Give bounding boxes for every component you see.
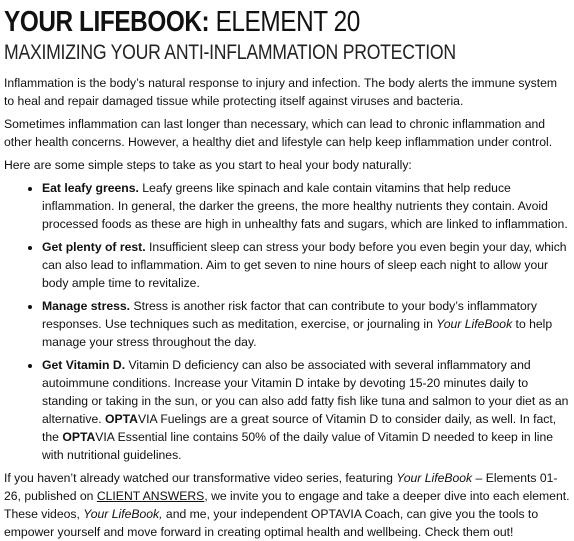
page-title	[4, 6, 479, 38]
step-lead: Get plenty of rest.	[42, 240, 146, 254]
closing-text: If you haven’t already watched our transformative video series, featuring	[4, 471, 397, 485]
steps-list	[4, 179, 570, 464]
intro-paragraph-1: Inflammation is the body’s natural response to injury and infection. The body alerts the immune system to heal and repair damaged tissue while protecting itself against viruses and bacteria.	[4, 76, 558, 108]
step-item-rest	[42, 238, 570, 292]
step-text: to help manage your stress throughout the day.	[42, 317, 553, 349]
step-emphasis: Your LifeBook	[436, 317, 513, 331]
step-lead: Manage stress.	[42, 299, 131, 313]
intro-paragraph-3: Here are some simple steps to take as you start to heal your body naturally:	[4, 158, 412, 172]
step-lead: Get Vitamin D.	[42, 358, 126, 372]
step-text: Stress is another risk factor that can contribute to your body’s inflammatory responses. Use techniques such as meditation, exercise, or journaling in	[42, 299, 537, 331]
title-rest: ELEMENT 20	[209, 6, 360, 38]
step-text: VIA Essential line contains 50% of the daily value of Vitamin D needed to keep in line with nutritional guidelines.	[42, 430, 554, 462]
brand-opta: OPTA	[105, 412, 138, 426]
step-item-vitamin-d	[42, 356, 570, 464]
intro-paragraph-2: Sometimes inflammation can last longer than necessary, which can lead to chronic inflammation and other health concerns. However, a healthy diet and lifestyle can help keep inflammation under control.	[4, 117, 553, 149]
brand-opta: OPTA	[62, 430, 96, 444]
closing-text: , we invite you to engage and take a deeper dive into each element. These videos,	[4, 489, 570, 521]
step-text: Insufficient sleep can stress your body before you even begin your day, which can also lead to inflammation. Aim to get seven to nine hours of sleep each night to allow your body ample time to revitalize.	[42, 240, 567, 290]
step-lead: Eat leafy greens.	[42, 181, 139, 195]
closing-emphasis: Your LifeBook	[396, 471, 473, 485]
page-subtitle: MAXIMIZING YOUR ANTI-INFLAMMATION PROTECTION	[4, 41, 456, 64]
step-text: Leafy greens like spinach and kale contain vitamins that help reduce inflammation. In general, the darker the greens, the more healthy nutrients they contain. Avoid processed foods as these are high in unhealthy fats and sugars, which are linked to inflammation.	[42, 181, 568, 231]
step-item-stress	[42, 297, 570, 351]
closing-text: – Elements 01-26, published on	[4, 471, 558, 503]
step-item-leafy-greens	[42, 179, 570, 233]
closing-emphasis: Your LifeBook,	[83, 507, 163, 521]
step-text: Vitamin D deficiency can also be associated with several inflammatory and autoimmune conditions. Increase your Vitamin D intake by devoting 15-20 minutes daily to standing or taking in the sun, or you can also add fatty fish like tuna and salmon to your diet as an alternative.	[42, 358, 569, 426]
closing-paragraph	[4, 469, 570, 541]
client-answers-link[interactable]: CLIENT ANSWERS	[96, 489, 205, 503]
closing-text: and me, your independent OPTAVIA Coach, can give you the tools to empower yourself and move forward in creating optimal health and wellbeing. Check them out!	[4, 507, 539, 539]
step-text: VIA Fuelings are a great source of Vitamin D to consider daily, as well. In fact, the	[42, 412, 557, 444]
title-bold: YOUR LIFEBOOK:	[4, 6, 210, 38]
